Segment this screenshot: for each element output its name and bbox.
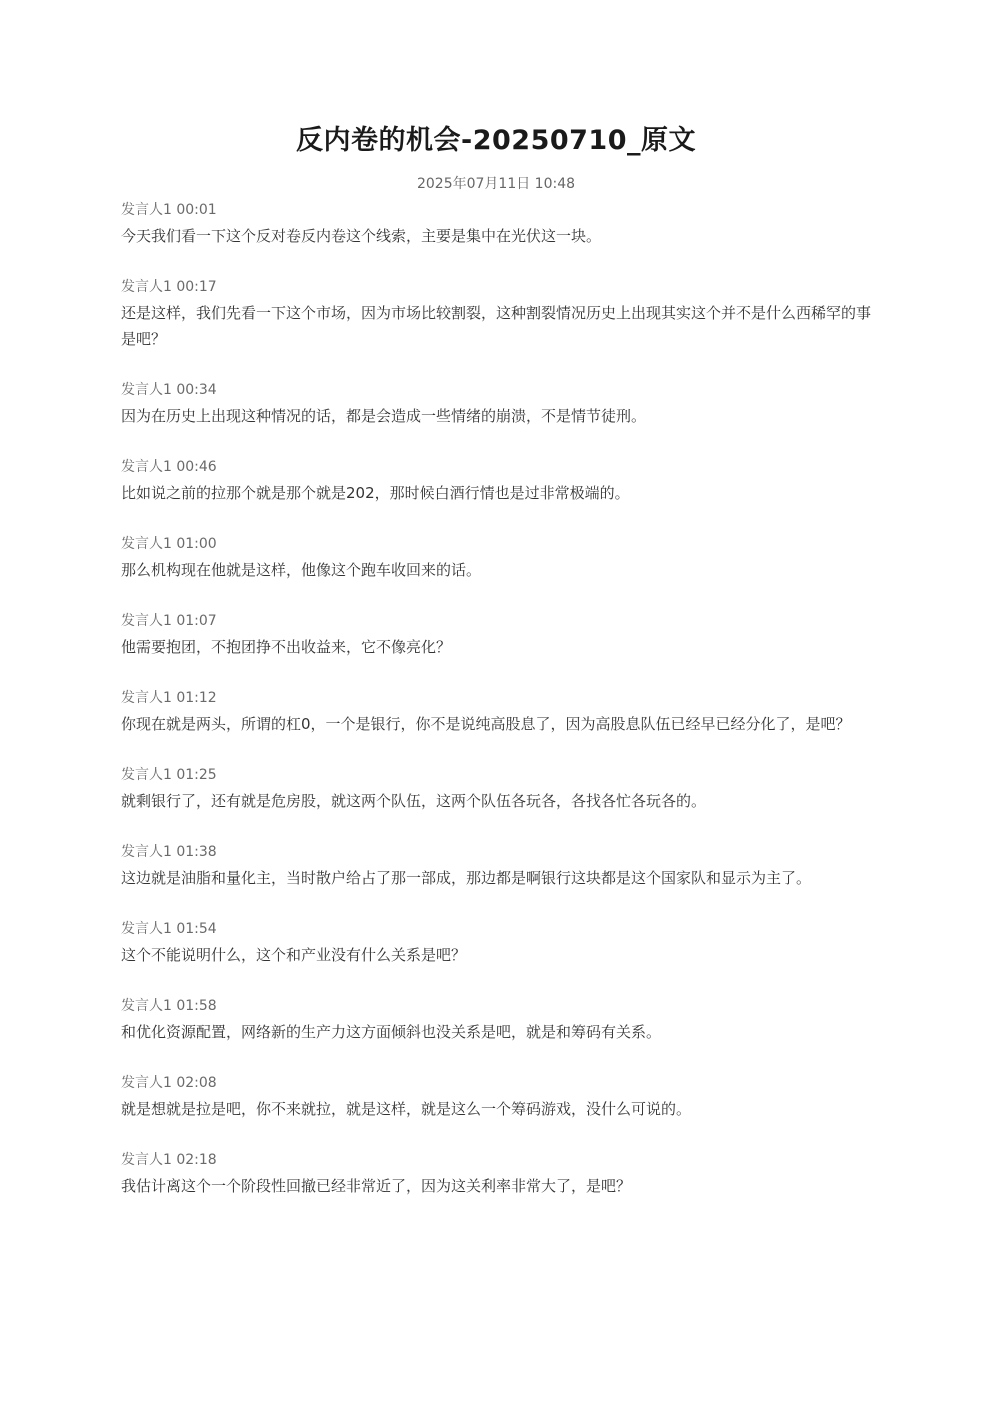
transcript [121, 199, 873, 1226]
speaker-timestamp: 发言人1 01:38 [121, 844, 217, 860]
speaker-timestamp: 发言人1 01:25 [121, 767, 217, 783]
transcript-text: 这边就是油脂和量化主，当时散户给占了那一部成，那边都是啊银行这块都是这个国家队和显示为主了。 [121, 869, 812, 887]
transcript-entry [121, 1072, 873, 1122]
transcript-entry [121, 533, 873, 583]
transcript-entry [121, 379, 873, 429]
transcript-entry [121, 276, 873, 352]
transcript-text: 我估计离这个一个阶段性回撤已经非常近了，因为这关利率非常大了，是吧？ [121, 1177, 632, 1195]
speaker-timestamp: 发言人1 01:00 [121, 536, 217, 552]
speaker-timestamp: 发言人1 00:01 [121, 202, 217, 218]
document-date: 2025年07月11日 10:48 [416, 176, 576, 192]
document-title: 反内卷的机会-20250710_原文 [296, 125, 696, 156]
speaker-timestamp: 发言人1 00:17 [121, 279, 217, 295]
transcript-text: 就是想就是拉是吧，你不来就拉，就是这样，就是这么一个筹码游戏，没什么可说的。 [121, 1100, 692, 1118]
speaker-timestamp: 发言人1 01:54 [121, 921, 217, 937]
transcript-entry [121, 764, 873, 814]
transcript-text: 比如说之前的拉那个就是那个就是202，那时候白酒行情也是过非常极端的。 [121, 484, 630, 502]
transcript-text: 今天我们看一下这个反对卷反内卷这个线索，主要是集中在光伏这一块。 [121, 227, 602, 245]
transcript-text: 就剩银行了，还有就是危房股，就这两个队伍，这两个队伍各玩各，各找各忙各玩各的。 [121, 792, 707, 810]
speaker-timestamp: 发言人1 01:12 [121, 690, 217, 706]
speaker-timestamp: 发言人1 00:34 [121, 382, 217, 398]
speaker-timestamp: 发言人1 02:08 [121, 1075, 217, 1091]
speaker-timestamp: 发言人1 02:18 [121, 1152, 217, 1168]
transcript-text: 那么机构现在他就是这样，他像这个跑车收回来的话。 [121, 561, 482, 579]
transcript-text: 还是这样，我们先看一下这个市场，因为市场比较割裂，这种割裂情况历史上出现其实这个并不是什么西稀罕的事是吧？ [121, 304, 872, 348]
transcript-entry [121, 1149, 873, 1199]
transcript-text: 这个不能说明什么，这个和产业没有什么关系是吧？ [121, 946, 467, 964]
transcript-entry [121, 687, 873, 737]
transcript-entry [121, 199, 873, 249]
transcript-text: 他需要抱团，不抱团挣不出收益来，它不像亮化？ [121, 638, 452, 656]
transcript-entry [121, 918, 873, 968]
transcript-entry [121, 610, 873, 660]
transcript-entry [121, 995, 873, 1045]
transcript-entry [121, 456, 873, 506]
transcript-entry [121, 841, 873, 891]
speaker-timestamp: 发言人1 00:46 [121, 459, 217, 475]
speaker-timestamp: 发言人1 01:07 [121, 613, 217, 629]
transcript-text: 因为在历史上出现这种情况的话，都是会造成一些情绪的崩溃，不是情节徒刑。 [121, 407, 647, 425]
speaker-timestamp: 发言人1 01:58 [121, 998, 217, 1014]
transcript-text: 你现在就是两头，所谓的杠0，一个是银行，你不是说纯高股息了，因为高股息队伍已经早已经分化了，是吧？ [121, 715, 851, 733]
transcript-text: 和优化资源配置，网络新的生产力这方面倾斜也没关系是吧，就是和筹码有关系。 [121, 1023, 662, 1041]
